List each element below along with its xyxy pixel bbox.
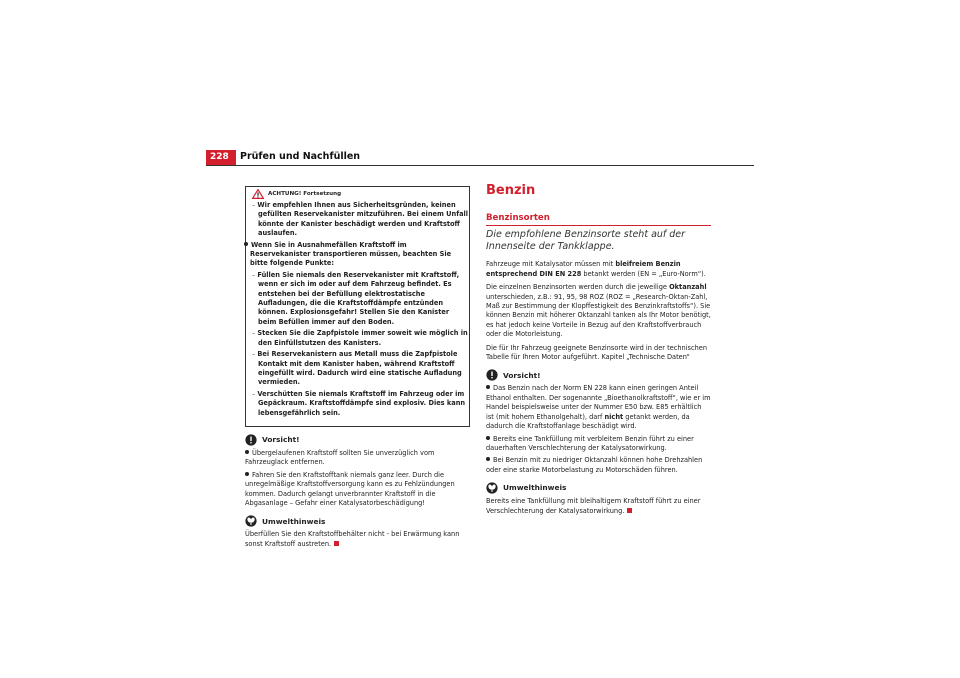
warning-bullet: Wenn Sie in Ausnahmefällen Kraftstoff im Reservekanister transportieren müssen, beachten Sie bitte folgende Punkte:: [242, 241, 469, 269]
environment-title: Umwelthinweis: [503, 483, 567, 493]
end-mark: [334, 541, 339, 546]
caution-item: Das Benzin nach der Norm EN 228 kann einen geringen Anteil Ethanol enthalten. Der sogenannte „Bioethanolkraftstoff“, wie er im Handel beispielsweise unter der Nummer E50 bzw. E85 erhältlich ist (mit hohem Ethanolgehalt), darf nicht getankt werden, da dadurch die Kraftstoffanlage beschädigt wird.: [486, 384, 711, 431]
caution-header: [486, 368, 711, 382]
environment-text: Bereits eine Tankfüllung mit bleihaltigem Kraftstoff führt zu einer Verschlechterung der Katalysatorwirkung.: [486, 497, 701, 515]
environment-text: Überfüllen Sie den Kraftstoffbehälter nicht - bei Erwärmung kann sonst Kraftstoff austreten.: [245, 530, 460, 548]
caution-item: Bei Benzin mit zu niedriger Oktanzahl können hohe Drehzahlen oder eine starke Motorbelastung zu Motorschäden führen.: [486, 456, 703, 474]
page-header-title: Prüfen und Nachfüllen: [240, 151, 361, 162]
caution-item: Bereits eine Tankfüllung mit verbleitem Benzin führt zu einer dauerhaften Verschlechterung der Katalysatorwirkung.: [486, 434, 694, 452]
right-column: [486, 183, 711, 520]
environment-title: Umwelthinweis: [262, 516, 326, 526]
warning-item: – Wir empfehlen Ihnen aus Sicherheitsgründen, keinen gefüllten Reservekanister mitzuführen. Bei einem Unfall könnte der Kanister beschädigt werden und Kraftstoff auslaufen.: [250, 201, 469, 239]
bullet-icon: [486, 385, 490, 389]
exclamation-circle-icon: [245, 434, 257, 446]
caution-item: Übergelaufenen Kraftstoff sollten Sie unverzüglich vom Fahrzeuglack entfernen.: [245, 448, 435, 467]
paragraph: Die für Ihr Fahrzeug geeignete Benzinsorte wird in der technischen Tabelle für Ihren Motor aufgeführt. Kapitel „Technische Daten“: [486, 343, 708, 362]
section-heading: Benzin: [486, 183, 536, 198]
warning-box: [245, 186, 470, 427]
subsection-heading: Benzinsorten: [486, 214, 711, 226]
bullet-icon: [245, 472, 249, 476]
intro-text: Die empfohlene Benzinsorte steht auf der Innenseite der Tankklappe.: [486, 229, 686, 253]
paragraph: Fahrzeuge mit Katalysator müssen mit bleifreiem Benzin entsprechend DIN EN 228 betankt werden (EN = „Euro-Norm“).: [486, 260, 706, 278]
bullet-icon: [245, 450, 249, 454]
bullet-icon: [486, 457, 490, 461]
left-column: [245, 186, 470, 553]
bullet-icon: [486, 436, 490, 440]
end-mark: [627, 508, 632, 513]
warning-item: – Stecken Sie die Zapfpistole immer soweit wie möglich in den Einfüllstutzen des Kanisters.: [250, 329, 469, 348]
warning-label: ACHTUNG! Fortsetzung: [268, 191, 342, 197]
environment-header: [486, 481, 711, 495]
environment-header: [245, 514, 470, 528]
header-rule: [206, 165, 754, 166]
caution-header: [245, 433, 470, 447]
page-number: 228: [206, 150, 236, 165]
warning-header: [246, 187, 469, 201]
caution-item: Fahren Sie den Kraftstofftank niemals ganz leer. Durch die unregelmäßige Kraftstoffversorgung kann es zu Fehlzündungen kommen. Dadurch gelangt unverbrannter Kraftstoff in die Abgasanlage – Gefahr einer Katalysatorbeschädigung!: [245, 470, 455, 507]
caution-title: Vorsicht!: [503, 370, 541, 380]
bullet-icon: [244, 242, 248, 246]
paragraph: Die einzelnen Benzinsorten werden durch die jeweilige Oktanzahl unterschieden, z.B.: 91, 95, 98 ROZ (ROZ = „Research-Oktan-Zahl, Maß zur Bestimmung der Klopffestigkeit des Benzinkraftstoffs“). Sie können Benzin mit höherer Oktanzahl tanken als Ihr Motor benötigt, es hat jedoch keine Vorteile in Bezug auf den Kraftstoffverbrauch oder die Motorleistung.: [486, 283, 711, 339]
environment-leaf-icon: [245, 515, 257, 527]
warning-item: – Bei Reservekanistern aus Metall muss die Zapfpistole Kontakt mit dem Kanister haben, während Kraftstoff eingefüllt wird. Dadurch wird eine statische Aufladung vermieden.: [250, 350, 469, 388]
caution-title: Vorsicht!: [262, 435, 300, 445]
warning-item: – Verschütten Sie niemals Kraftstoff im Fahrzeug oder im Gepäckraum. Kraftstoffdämpfe sind explosiv. Dies kann lebensgefährlich sein.: [250, 390, 469, 418]
warning-item: – Füllen Sie niemals den Reservekanister mit Kraftstoff, wenn er sich im oder auf dem Fahrzeug befindet. Es entstehen bei der Befüllung elektrostatische Aufladungen, die die Kraftstoffdämpfe entzünden können. Explosionsgefahr! Stellen Sie den Kanister beim Befüllen immer auf den Boden.: [250, 271, 469, 327]
environment-leaf-icon: [486, 482, 498, 494]
exclamation-circle-icon: [486, 369, 498, 381]
warning-triangle-icon: [252, 189, 264, 199]
